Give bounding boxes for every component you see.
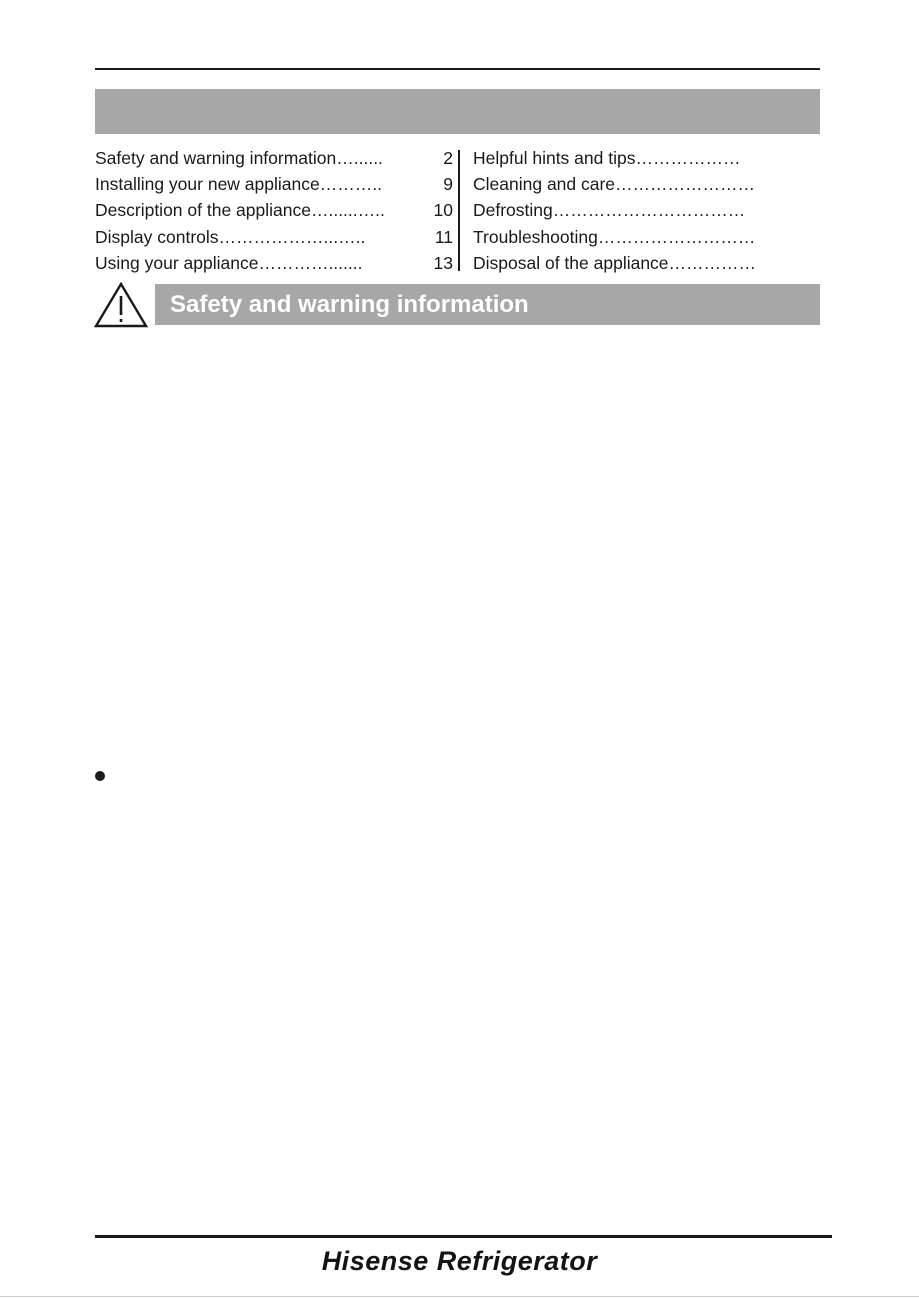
toc-leader: …………………… — [615, 174, 756, 195]
toc-entry[interactable] — [473, 197, 793, 223]
toc-left-column — [95, 145, 453, 276]
toc-entry[interactable] — [473, 145, 793, 171]
toc-leader: …………… — [668, 252, 757, 273]
toc-page-number: 11 — [434, 226, 453, 247]
toc-page-number: 10 — [433, 200, 453, 221]
bullet-point — [95, 771, 105, 781]
toc-leader: ……………………… — [597, 226, 756, 247]
toc-entry-title: Troubleshooting — [473, 226, 598, 247]
toc-entry[interactable] — [95, 197, 453, 223]
toc-entry-title: Safety and warning information — [95, 148, 337, 168]
toc-leader: …………………………… — [552, 200, 746, 221]
toc-entry-title: Display controls — [95, 226, 219, 247]
toc-leader: ……….. — [319, 174, 382, 195]
toc-entry-title: Using your appliance — [95, 252, 259, 273]
toc-entry[interactable] — [95, 171, 453, 197]
toc-page-number: 13 — [433, 252, 453, 273]
toc-page-number: 2 — [443, 148, 453, 168]
toc-divider — [458, 150, 460, 271]
toc-leader: ……………… — [635, 148, 741, 168]
warning-triangle-icon — [94, 282, 148, 328]
toc-entry[interactable] — [95, 145, 453, 171]
toc-entry-title: Disposal of the appliance — [473, 252, 669, 273]
toc-entry[interactable] — [95, 224, 453, 250]
toc-entry-title: Cleaning and care — [473, 174, 616, 195]
toc-page-number: 9 — [443, 174, 453, 195]
section-heading: Safety and warning information — [155, 284, 820, 325]
toc-leader: …………....... — [258, 252, 363, 273]
toc-right-column — [473, 145, 793, 276]
toc-entry-title: Defrosting — [473, 200, 553, 221]
toc-leader: …......….. — [310, 200, 385, 221]
toc-entry[interactable] — [473, 171, 793, 197]
toc-leader: ………………...….. — [218, 226, 366, 247]
toc-entry-title: Description of the appliance — [95, 200, 311, 221]
toc-leader: …...... — [336, 148, 383, 168]
toc-entry[interactable] — [473, 224, 793, 250]
toc-entry[interactable] — [95, 250, 453, 276]
toc-entry-title: Installing your new appliance — [95, 174, 320, 195]
toc-entry-title: Helpful hints and tips — [473, 148, 636, 168]
header-band — [95, 89, 820, 134]
bottom-rule — [95, 1235, 832, 1238]
top-rule — [95, 68, 820, 70]
toc-entry[interactable] — [473, 250, 793, 276]
brand-logo: Hisense Refrigerator — [321, 1246, 598, 1276]
page-edge — [0, 1296, 919, 1297]
